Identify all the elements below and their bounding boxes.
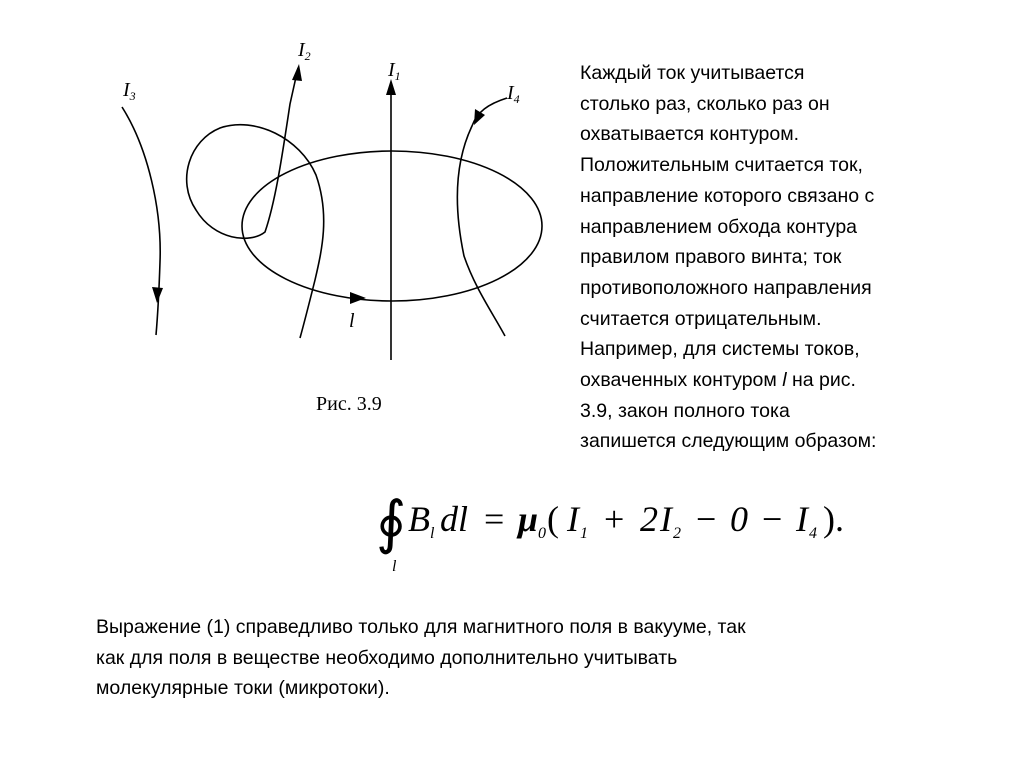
bottom-paragraph: [96, 612, 996, 704]
desc-line: 3.9, закон полного тока: [580, 399, 790, 422]
symbol-mu: μ: [518, 499, 539, 539]
coef-two: 2: [640, 499, 658, 539]
symbol-i1: I: [567, 499, 579, 539]
desc-line: направление которого связано с: [580, 184, 875, 207]
minus-sign-2: −: [762, 499, 783, 539]
symbol-i4: I: [796, 499, 808, 539]
svg-text:I1: [387, 59, 401, 83]
open-paren: (: [547, 499, 559, 539]
contour-integral-sign: ∮: [376, 490, 407, 555]
label-i2: I: [298, 39, 305, 61]
svg-text:I4: [506, 82, 520, 106]
plus-sign: +: [604, 499, 625, 539]
equals-sign: =: [484, 499, 505, 539]
label-i4: I: [507, 82, 514, 104]
symbol-i1-sub: 1: [580, 525, 588, 542]
contour-symbol: l: [782, 369, 787, 392]
symbol-i4-sub: 4: [809, 525, 817, 542]
figure-caption: Рис. 3.9: [316, 393, 382, 415]
desc-line: Положительным считается ток,: [580, 154, 863, 177]
svg-text:I3: [122, 79, 136, 103]
label-i2-sub: 2: [304, 49, 311, 63]
i4-arrowhead: [474, 109, 485, 125]
current-i4-curve: [457, 98, 507, 336]
i2-arrowhead: [292, 64, 302, 81]
desc-line: столько раз, сколько раз он: [580, 92, 830, 115]
svg-text:I2: [297, 39, 311, 63]
desc-line: охватывается контуром.: [580, 123, 800, 146]
symbol-b: B: [408, 499, 430, 539]
desc-line: считается отрицательным.: [580, 307, 822, 330]
desc-line: правилом правого винта; ток: [580, 246, 842, 269]
current-i3-curve: [122, 107, 160, 335]
contour-arrowhead: [350, 292, 366, 304]
desc-line: Например, для системы токов,: [580, 338, 860, 361]
label-i1: I: [388, 59, 395, 81]
zero-term: 0: [730, 499, 748, 539]
desc-line-part: охваченных контуром: [580, 369, 777, 392]
desc-line-part: на рис.: [792, 369, 856, 392]
bottom-line: молекулярные токи (микротоки).: [96, 677, 390, 699]
label-i3: I: [123, 79, 130, 101]
close-paren: ).: [823, 499, 844, 539]
figure-3-9: [0, 0, 570, 440]
desc-line: Каждый ток учитывается: [580, 62, 805, 84]
symbol-i2: I: [660, 499, 672, 539]
desc-line: направлением обхода контура: [580, 215, 858, 238]
minus-sign-1: −: [696, 499, 717, 539]
description-paragraph: [580, 58, 1000, 457]
desc-line: запишется следующим образом:: [580, 430, 877, 453]
desc-line: [580, 365, 1000, 396]
symbol-dl: dl: [440, 499, 469, 539]
label-i4-sub: 4: [513, 92, 520, 106]
symbol-i2-sub: 2: [673, 525, 681, 542]
ampere-law-formula: [372, 478, 872, 578]
symbol-mu-sub: 0: [538, 525, 546, 542]
bottom-line: Выражение (1) справедливо только для магнитного поля в вакууме, так: [96, 616, 746, 638]
bottom-line: как для поля в веществе необходимо дополнительно учитывать: [96, 646, 678, 669]
label-i1-sub: 1: [394, 69, 401, 83]
i3-arrowhead: [152, 287, 163, 303]
label-contour: l: [349, 310, 355, 332]
desc-line: противоположного направления: [580, 276, 872, 299]
contour-ellipse: [242, 151, 542, 301]
integral-lower-limit: l: [392, 558, 397, 575]
symbol-b-sub: l: [430, 525, 435, 542]
current-i2-loop: [187, 68, 324, 338]
label-i3-sub: 3: [129, 89, 136, 103]
